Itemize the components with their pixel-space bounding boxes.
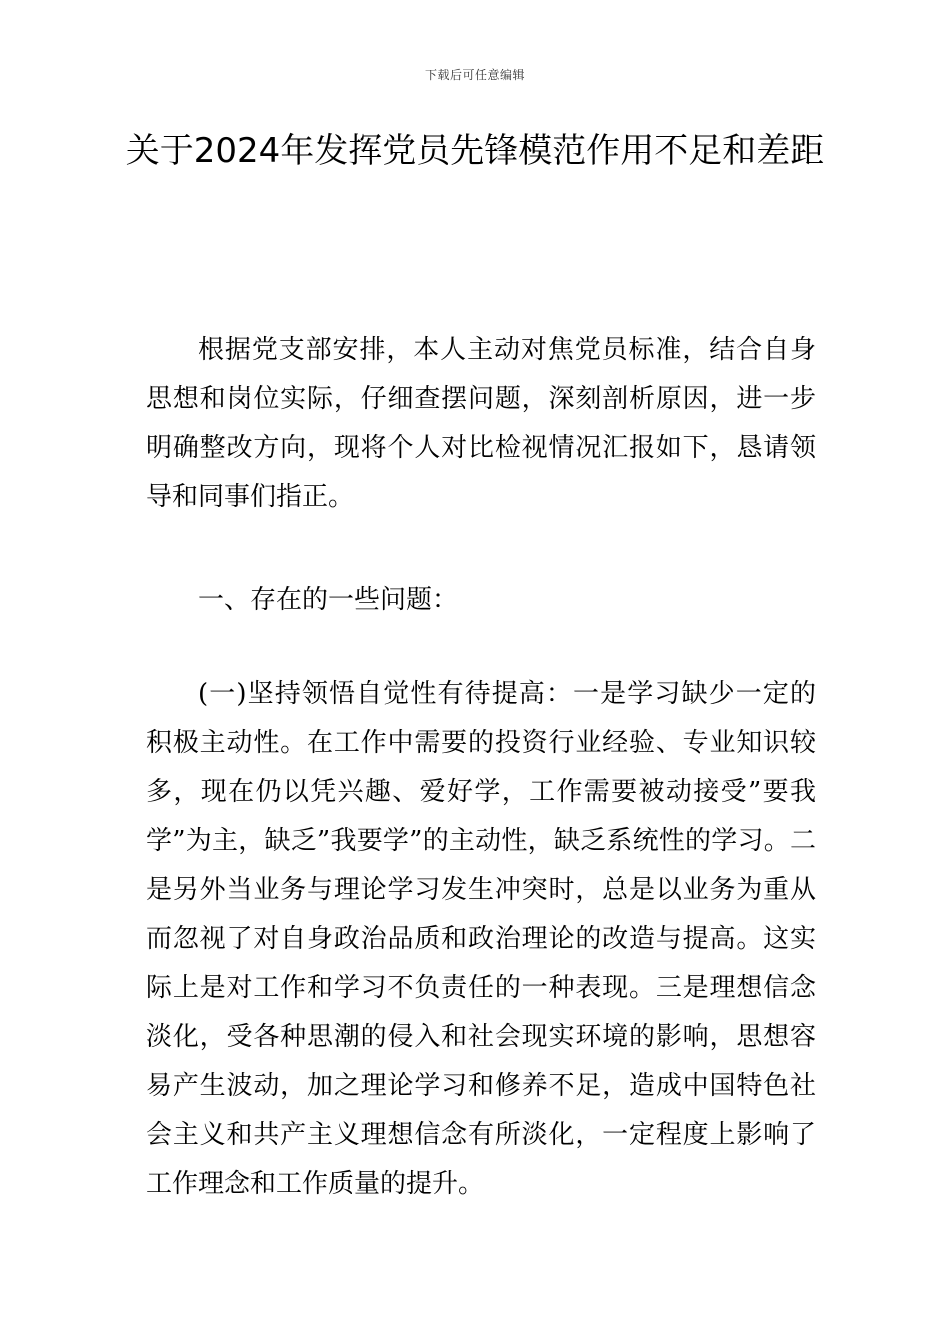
problem-item-paragraph: (一)坚持领悟自觉性有待提高：一是学习缺少一定的积极主动性。在工作中需要的投资行业经验、专业知识较多，现在仍以凭兴趣、爱好学，工作需要被动接受”要我学”为主，缺乏”我要学”的主动性，缺乏系统性的学习。二是另外当业务与理论学习发生冲突时，总是以业务为重从而忽视了对自身政治品质和政治理论的改造与提高。这实际上是对工作和学习不负责任的一种表现。三是理想信念淡化，受各种思潮的侵入和社会现实环境的影响，思想容易产生波动，加之理论学习和修养不足，造成中国特色社会主义和共产主义理想信念有所淡化，一定程度上影响了工作理念和工作质量的提升。 [146,679,816,1199]
section-heading: 一、存在的一些问题： [198,585,459,615]
header-note: 下载后可任意编辑 [424,68,525,82]
intro-paragraph: 根据党支部安排，本人主动对焦党员标准，结合自身思想和岗位实际，仔细查摆问题，深刻剖析原因，进一步明确整改方向，现将个人对比检视情况汇报如下，恳请领导和同事们指正。 [146,335,816,512]
document-title: 关于2024年发挥党员先锋模范作用不足和差距 [125,131,825,171]
